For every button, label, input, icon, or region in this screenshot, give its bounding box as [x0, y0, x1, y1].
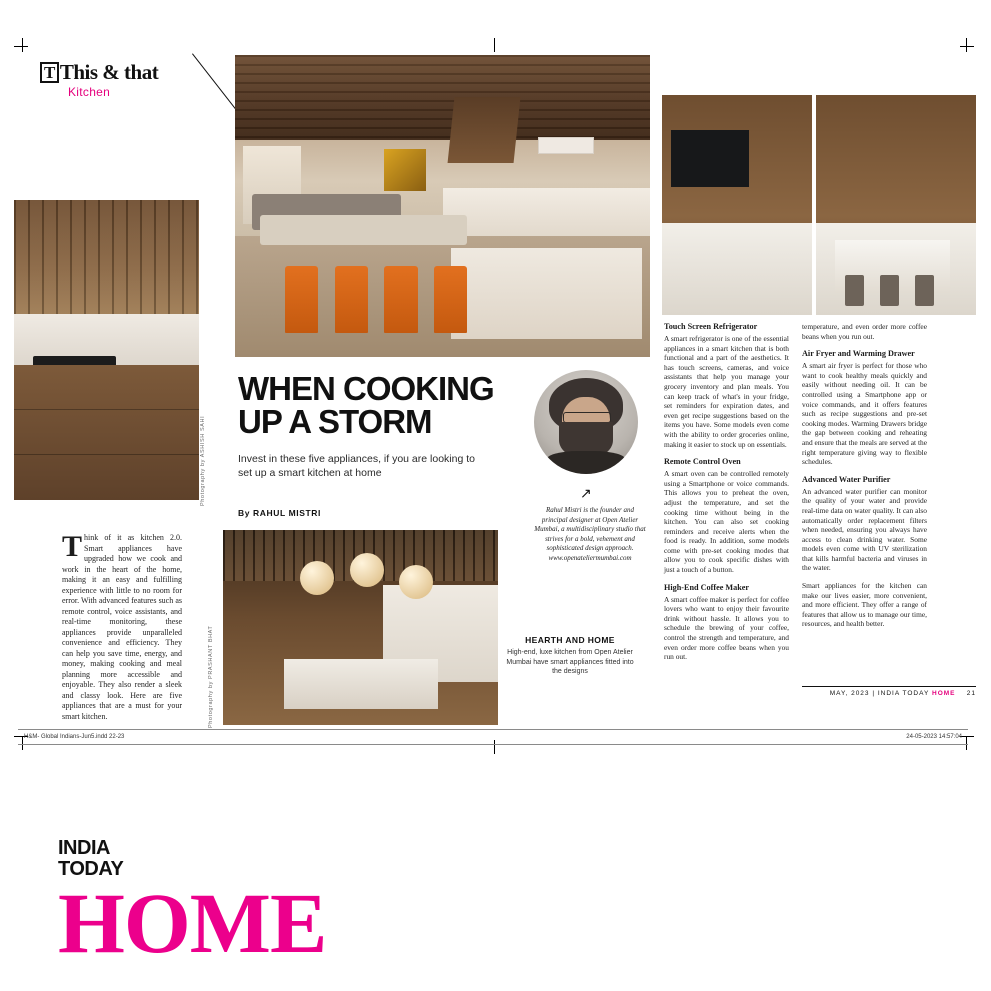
body-coffee-maker-continued: temperature, and even order more coffee beans when you run out. [802, 322, 927, 341]
hero-chair-3 [384, 266, 417, 332]
right-kitchen-photo-a [662, 95, 812, 315]
article-intro [62, 530, 182, 722]
print-slug-bar [18, 729, 968, 745]
hero-chimney-hood [447, 97, 520, 163]
hero-air-conditioner [538, 137, 594, 154]
body-closing-paragraph: Smart appliances for the kitchen can make our lives easier, more convenient, and more efficient. They offer a range of features that allow us to manage our time, resources, and health better. [802, 581, 927, 629]
pendant-light-2 [350, 553, 384, 587]
hero-ceiling-slats [235, 55, 650, 146]
folio-page-number: 21 [966, 690, 976, 697]
pendant-light-3 [399, 565, 433, 599]
photo-credit-bottom: Photography by PRASHANT BHAT [208, 625, 214, 728]
body-remote-control-oven: A smart oven can be controlled remotely using a Smartphone or voice commands. This allows you to preheat the oven, adjust the temperature, and set the cooking time without being in the kitchen. You can also set cooking reminders and receive alerts when the food is ready. In addition, some models come with pre-set cooking modes that allow you to cook specific dishes with just a touch of a button. [664, 469, 789, 575]
wood-kitchen-photo [223, 530, 498, 725]
logo-line-india: INDIA [58, 837, 110, 859]
author-portrait [534, 370, 638, 474]
left-kitchen-cabinet-line-1 [14, 409, 199, 410]
right-b-stool-2 [880, 275, 899, 306]
folio-separator-1: | [872, 690, 878, 697]
right-kitchen-photo-b [816, 95, 976, 315]
hero-island [451, 248, 642, 339]
heading-advanced-water-purifier: Advanced Water Purifier [802, 474, 891, 484]
section-masthead [40, 62, 220, 99]
right-b-stool-1 [845, 275, 864, 306]
left-kitchen-photo [14, 200, 199, 500]
body-high-end-coffee-maker: A smart coffee maker is perfect for coffee lovers who want to enjoy their favourite drink without hassle. It allows you to schedule the brewing of your coffee, control the strength and temperature, and even order more coffee beans when you run out. [664, 594, 789, 662]
logo-line-home: HOME [58, 875, 327, 971]
author-bio-text: Rahul Mistri is the founder and principal designer at Open Atelier Mumbai, a multidisciplinary studio that strives for a bold, vehement and sophisticated design approach. [534, 506, 646, 552]
right-a-built-in-oven [671, 130, 749, 187]
hero-dining-table [260, 215, 468, 245]
intro-dropcap: T [62, 530, 83, 563]
folio [802, 686, 976, 697]
intro-body-text: hink of it as kitchen 2.0. Smart appliances have upgraded how we cook and work in the heart of the home, making it an easy and fulfilling experience with little to no room for error. With advanced features such as remote control, voice assistants, and real-time monitoring, these appliances provide unparalleled convenience and efficiency. They can help you save time, energy, and money, making cooking and meal planning more accessible and enjoyable. They also render a sleek and classy look. Here are five appliances that are a must for your smart kitchen. [62, 533, 182, 721]
article-standfirst: Invest in these five appliances, if you are looking to set up a smart kitchen at home [238, 453, 475, 479]
folio-date: MAY, 2023 [829, 690, 870, 697]
caption-text: High-end, luxe kitchen from Open Atelier Mumbai have smart appliances fitted into the designs [506, 649, 634, 675]
body-touch-screen-refrigerator: A smart refrigerator is one of the essential appliances in a smart kitchen that is both functional and a part of the aesthetics. It has touch screens, cameras, and voice assistants that help you manage your grocery inventory and plan meals. You can keep track of what's in your fridge, set reminders for expiration dates, and even get recipe suggestions based on the items you have. Some models even come with the ability to order groceries online, making it easier to stock up on essentials. [664, 334, 789, 449]
body-air-fryer-warming-drawer: A smart air fryer is perfect for those who want to cook healthy meals quickly and easily without needing oil. It can be controlled using a Smartphone app or voice commands, and it offers features such as recipe suggestions and pre-set cooking modes. Warming Drawers bridge the gap between cooking and reheating and ensure that the meals are served at the right temperature giving way to flexible schedules. [802, 361, 927, 467]
logo-line-today: TODAY [58, 858, 124, 880]
slug-filename: H&M- Global Indians-Jun5.indd 22-23 [24, 734, 125, 740]
heading-touch-screen-refrigerator: Touch Screen Refrigerator [664, 322, 758, 331]
section-kicker-dropcap: T [40, 62, 59, 83]
right-b-stool-3 [915, 275, 934, 306]
left-kitchen-cabinet-line-2 [14, 454, 199, 455]
left-kitchen-slats [14, 200, 199, 320]
india-today-home-logo [58, 837, 327, 971]
crop-mark-top-left-v [22, 38, 23, 52]
folio-separator-2 [958, 690, 964, 697]
hero-chair-1 [285, 266, 318, 332]
arrow-up-right-icon: ↗ [580, 487, 592, 502]
crop-mark-top-right-v [966, 38, 967, 52]
hero-chair-4 [434, 266, 467, 332]
folio-publication: INDIA TODAY [877, 690, 930, 697]
heading-high-end-coffee-maker: High-End Coffee Maker [664, 582, 750, 592]
article-headline: WHEN COOKING UP A STORM [238, 370, 494, 440]
section-kicker-text: This & that [59, 60, 159, 84]
right-a-marble-counter [662, 223, 812, 315]
left-kitchen-lower-cabinets [14, 365, 199, 500]
author-bio [534, 506, 646, 563]
heading-remote-control-oven: Remote Control Oven [664, 457, 741, 467]
hero-chair-2 [335, 266, 368, 332]
hero-kitchen-photo [235, 55, 650, 357]
author-website: www.openateliermumbai.com [548, 553, 632, 562]
folio-rule [802, 686, 976, 687]
wood-kitchen-island [284, 659, 438, 710]
article-byline: By RAHUL MISTRI [238, 508, 321, 518]
pendant-light-1 [300, 561, 334, 595]
photo-caption [505, 635, 635, 677]
photo-credit-left: Photography by ASHISH SAHI [200, 415, 206, 506]
caption-title: HEARTH AND HOME [525, 635, 615, 645]
crop-mark-top-right-h [960, 46, 974, 47]
folio-publication-home: HOME [932, 690, 956, 697]
hero-marble-counter [443, 188, 651, 236]
text-column-right [802, 322, 927, 637]
text-column-left [664, 322, 789, 670]
heading-air-fryer-warming-drawer: Air Fryer and Warming Drawer [802, 349, 915, 359]
body-advanced-water-purifier: An advanced water purifier can monitor the quality of your water and provide real-time data on water quality. It can also automatically order replacement filters when needed, ensuring you always have access to clean drinking water. Some models even come with UV sterilization that kills harmful bacteria and viruses in the water. [802, 486, 927, 573]
section-subtitle: Kitchen [68, 85, 111, 99]
section-kicker [40, 62, 220, 83]
portrait-body [546, 451, 625, 474]
crop-mark-top-left-h [14, 46, 28, 47]
slug-timestamp: 24-05-2023 14:57:04 [906, 734, 962, 740]
hero-artwork [384, 149, 426, 191]
crop-mark-top-center [494, 38, 495, 52]
